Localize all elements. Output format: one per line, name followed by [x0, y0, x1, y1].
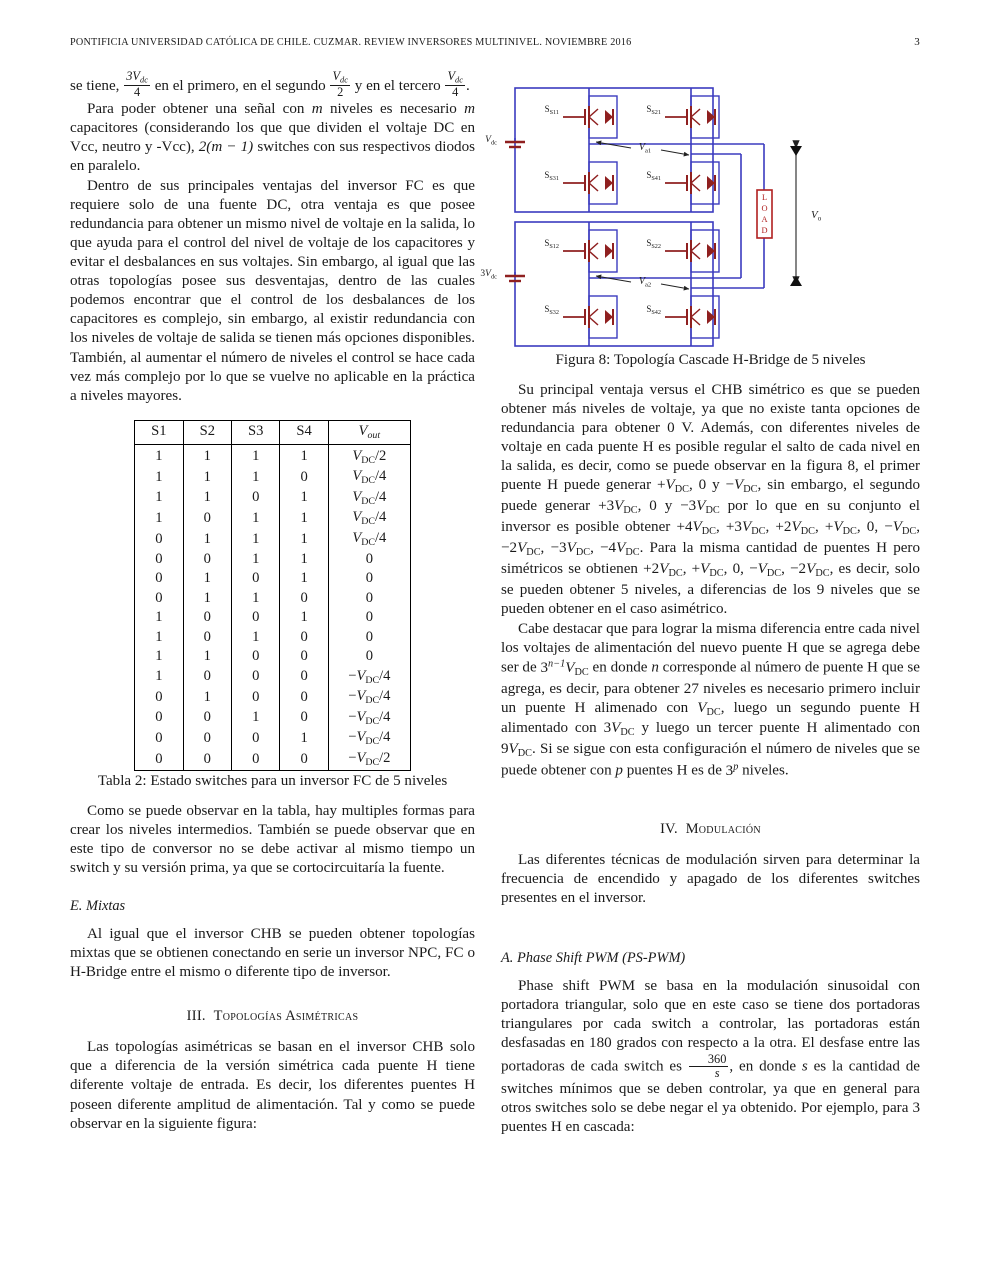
- igbt-s42: [646, 296, 719, 338]
- column-header-s1: S1: [135, 420, 183, 444]
- table-body: [135, 444, 411, 770]
- switch-label-text: S42: [651, 309, 661, 317]
- vout-base: V: [358, 422, 368, 439]
- cell-vout: −VDC/2: [328, 749, 410, 770]
- vo-base: V: [811, 209, 818, 221]
- cell-vout: 0: [328, 569, 410, 589]
- text-run: Cabe destacar que para lograr la misma diferencia entre cada nivel los voltajes de alimentación del nuevo puente H que se agrega debe ser de: [501, 620, 920, 676]
- va2-arrow-right: [661, 284, 689, 289]
- igbt-s22: [646, 230, 719, 272]
- cell-s3: 0: [232, 667, 280, 688]
- fraction-num-subscript: dc: [139, 75, 148, 85]
- cell-s4: 1: [280, 509, 328, 530]
- section-number: IV.: [660, 820, 678, 837]
- va1-base: V: [638, 142, 645, 153]
- cell-s4: 0: [280, 708, 328, 729]
- column-header-s3: S3: [232, 420, 280, 444]
- switch-label-s31: $S_{S31}$: [544, 170, 559, 183]
- cell-s2: 0: [183, 749, 231, 770]
- cell-vout: −VDC/4: [328, 729, 410, 750]
- cell-s3: 1: [232, 468, 280, 489]
- switch-label-text: S41: [651, 175, 661, 183]
- va1-subscript: a1: [644, 147, 652, 155]
- fraction-numerator: 3V: [126, 69, 140, 83]
- text-run: , 0 y: [688, 477, 726, 494]
- output-voltage-indicator: [790, 146, 822, 286]
- switch-state-table: [134, 420, 411, 771]
- cell-vout: VDC/4: [328, 509, 410, 530]
- text-run: , luego un segundo puente H alimentado con: [501, 699, 920, 737]
- cell-s1: 0: [155, 530, 163, 547]
- cell-s1: 0: [155, 550, 163, 567]
- text-run: , sin embargo, el segundo puede generar: [501, 477, 920, 515]
- subsection-heading-ps-pwm: A. Phase Shift PWM (PS-PWM): [501, 950, 686, 967]
- paragraph-chb-advantage: [501, 381, 920, 619]
- table-row: [135, 589, 411, 609]
- cell-s3: 0: [232, 608, 280, 628]
- cell-vout: −VDC/4: [328, 667, 410, 688]
- math-3-pow-p: 3$^p$: [725, 761, 739, 779]
- table-row: [135, 444, 411, 467]
- cell-s1: 0: [155, 570, 163, 587]
- cell-s2: 1: [183, 688, 231, 709]
- table-row: [135, 569, 411, 589]
- math-m: m: [311, 100, 323, 117]
- math-3-pow-n-minus-1-vdc: $3^{n-1}VDC$: [540, 658, 589, 678]
- cell-s3: 0: [232, 749, 280, 770]
- section-number: III.: [186, 1008, 206, 1025]
- cell-s4: 1: [280, 444, 328, 467]
- switch-label-text: S21: [651, 109, 661, 117]
- cell-s2: 1: [183, 589, 231, 609]
- table-row: [135, 647, 411, 667]
- cell-s1: 1: [155, 448, 163, 465]
- cell-vout: 0: [328, 608, 410, 628]
- cell-s1: 0: [155, 589, 163, 606]
- switch-label-s11: $S_{S11}$: [544, 104, 559, 117]
- cell-s2: 0: [183, 608, 231, 628]
- va2-arrow-left: [596, 276, 631, 282]
- vout-subscript: out: [367, 429, 381, 441]
- cell-s3: 0: [232, 729, 280, 750]
- cell-s2: 1: [183, 468, 231, 489]
- cell-vout: VDC/2: [328, 444, 410, 467]
- right-column: [480, 70, 921, 1137]
- figure-caption: Figura 8: Topología Cascade H-Bridge de 5 niveles: [555, 352, 866, 368]
- fraction-denominator: 2: [330, 85, 350, 99]
- cell-s3: 1: [232, 509, 280, 530]
- fraction-360-s: [689, 1053, 729, 1079]
- paragraph-capacitors: [70, 100, 475, 176]
- figure-8: [480, 76, 920, 369]
- text-run: en el primero, en el segundo: [150, 77, 330, 94]
- table-caption: Tabla 2: Estado switches para un inversor FC de 5 niveles: [97, 772, 448, 789]
- cell-s4: 0: [280, 589, 328, 609]
- table-row: [135, 688, 411, 709]
- vo-arrow-bottom: [790, 276, 802, 286]
- bridge-1-group: [485, 88, 764, 212]
- cell-vout: −VDC/4: [328, 708, 410, 729]
- section-heading-modulacion: [501, 821, 920, 838]
- load-element: [757, 190, 772, 238]
- text-run: por lo que en su conjunto el inversor es posible obtener: [501, 498, 920, 536]
- table-row: [135, 667, 411, 688]
- text-run: y luego un tercer puente H alimentado con: [634, 720, 920, 737]
- table-row: [135, 550, 411, 570]
- running-head: [70, 36, 920, 54]
- math-n: n: [651, 659, 659, 676]
- cell-s1: 0: [155, 709, 163, 726]
- cell-s3: 1: [232, 589, 280, 609]
- cell-s2: 1: [183, 529, 231, 550]
- text-run: niveles es necesario: [322, 100, 465, 117]
- paragraph-modulacion-intro: Las diferentes técnicas de modulación sirven para determinar la frecuencia de encendido y apagado de los diferentes switches presentes en el inversor.: [501, 851, 920, 907]
- paragraph-fc-levels: [70, 70, 475, 99]
- math-plus-vdc: +VDC: [656, 477, 689, 496]
- source-label-3vdc: $3V_{dc}$: [480, 269, 497, 281]
- cell-s1: 1: [155, 509, 163, 526]
- cell-s2: 1: [183, 647, 231, 667]
- switch-label-s42: $S_{S42}$: [646, 304, 661, 317]
- cell-s1: 0: [155, 729, 163, 746]
- text-run: niveles.: [738, 762, 789, 779]
- cell-vout: 0: [328, 628, 410, 648]
- cell-s3: 1: [232, 708, 280, 729]
- cell-s1: 0: [155, 688, 163, 705]
- cell-s2: 1: [183, 569, 231, 589]
- cell-s3: 1: [232, 550, 280, 570]
- cell-s2: 1: [183, 488, 231, 509]
- switch-label-s21: $S_{S21}$: [646, 104, 661, 117]
- cell-s1: 0: [155, 750, 163, 767]
- cell-vout: 0: [328, 550, 410, 570]
- cell-s1: 1: [155, 489, 163, 506]
- math-3vdc: 3VDC: [603, 720, 635, 739]
- cell-s1: 1: [155, 648, 163, 665]
- math-expression: 2(m − 1): [198, 138, 254, 155]
- text-run: , 0 y: [637, 498, 681, 515]
- load-letter-o: O: [761, 204, 768, 213]
- running-head-title: PONTIFICIA UNIVERSIDAD CATÓLICA DE CHILE. CUZMAR. REVIEW INVERSORES MULTINIVEL. NOVIEMBRE 2016: [70, 37, 632, 48]
- table-row: [135, 488, 411, 509]
- table-row: [135, 509, 411, 530]
- paragraph-table-observation: Como se puede observar en la tabla, hay multiples formas para crear los niveles intermedios. También se puede observar que en este tipo de conversor no se debe activar al mismo tiempo un switch y su versión prima, ya que se cortocircuitaría la fuente.: [70, 802, 475, 876]
- text-run: , es decir, solo se pueden obtener 5 niveles, a diferencias de los 9 niveles que se pueden obtener en el caso asimétrico.: [501, 560, 920, 617]
- load-letter-a: A: [761, 215, 768, 224]
- switch-table-wrapper: [70, 420, 475, 771]
- paragraph-asimetricas-intro: Las topologías asimétricas se basan en el inversor CHB solo que a diferencia de la versión simétrica cada puente H tiene diferente voltaje de entrada. Es decir, los diferentes puentes H poseen diferente amplitud de alimentación. Tal y como se puede observar en la siguiente figura:: [70, 1039, 475, 1132]
- text-run: Phase shift PWM se basa en la modulación sinusoidal con portadora triangular, solo que en este caso se tiene dos portadoras triangulares por cada switch a controlar, las portadoras están desfasadas en 180 grados con respecto a la otra. El desfase entre las portadoras de cada switch es: [501, 978, 920, 1076]
- section-heading-topologias-asimetricas: [70, 1008, 475, 1025]
- cascade-h-bridge-circuit-diagram: [480, 76, 920, 346]
- load-letter-d: D: [761, 226, 768, 235]
- cell-s1: 1: [155, 668, 163, 685]
- section-title: Modulación: [685, 820, 761, 837]
- table-row: [135, 729, 411, 750]
- fraction-num-subscript: dc: [340, 75, 348, 85]
- table-row: [135, 529, 411, 550]
- cell-s3: 0: [232, 647, 280, 667]
- math-vdc: VDC: [697, 699, 721, 718]
- math-level-list-asym: +4VDC, +3VDC, +2VDC, +VDC, 0, −VDC, −2VDC, −3VDC, −4VDC: [501, 519, 921, 558]
- fraction-vdc-4: [445, 70, 465, 99]
- left-column: [70, 70, 475, 1137]
- cell-vout: −VDC/4: [328, 688, 410, 709]
- cell-s3: 0: [232, 688, 280, 709]
- cell-s4: 0: [280, 667, 328, 688]
- column-header-s2: S2: [183, 420, 231, 444]
- cell-s2: 0: [183, 509, 231, 530]
- math-plus-3vdc: +3VDC: [598, 498, 638, 517]
- cell-vout: VDC/4: [328, 468, 410, 489]
- table-row: [135, 708, 411, 729]
- switch-label-s32: $S_{S32}$: [544, 304, 559, 317]
- paragraph-fc-advantages: Dentro de sus principales ventajas del inversor FC es que requiere solo de una fuente DC, otra ventaja es que posee redundancia para obtener un mismo nivel de voltaje en la salida, lo que ayuda para el control del nivel de voltaje de los capacitores y evitar el desbalances en sus voltajes. Sin embargo, al igual que las otras topologías posee sus desventajas, dentro de las cuales podemos encontrar que el control de los desbalances de los capacitores es complejo, sin embargo, al existir redundancia con los niveles de voltaje de salida se tienen más opciones disponibles. También, al aumentar el número de niveles el control se hace cada vez más complejo por lo que se vuelve no aplicable en la práctica a niveles mayores.: [70, 177, 475, 404]
- math-s: s: [801, 1059, 808, 1076]
- load-letter-l: L: [761, 193, 768, 202]
- cell-s1: 1: [155, 468, 163, 485]
- label-vo: [811, 209, 822, 223]
- cell-s4: 1: [280, 608, 328, 628]
- text-run: Para poder obtener una señal con: [87, 100, 312, 117]
- fraction-3vdc-4: [124, 70, 150, 99]
- text-run: capacitores (considerando los que que dividen el voltaje DC en Vcc, neutro y -Vcc),: [70, 119, 475, 155]
- paragraph-mixtas: Al igual que el inversor CHB se pueden obtener topologías mixtas que se obtienen conectando en serie un inversor NPC, FC o H-Bridge entre el mismo o diferente tipo de inversor.: [70, 926, 475, 981]
- cell-s1: 1: [155, 628, 163, 645]
- cell-s2: 0: [183, 667, 231, 688]
- table-header-row: [135, 420, 411, 444]
- cell-s3: 1: [232, 628, 280, 648]
- cell-s4: 0: [280, 688, 328, 709]
- switch-label-s22: $S_{S22}$: [646, 238, 661, 251]
- cell-s1: 1: [155, 609, 163, 626]
- switch-label-text: S22: [651, 243, 661, 251]
- cell-s3: 1: [232, 529, 280, 550]
- cell-s4: 0: [280, 749, 328, 770]
- cell-vout: VDC/4: [328, 529, 410, 550]
- text-run: switches con sus respectivos diodos en paralelo.: [70, 138, 475, 174]
- table-row: [135, 608, 411, 628]
- text-run: . Para la misma cantidad de puentes H pero simétricos se obtienen: [501, 539, 921, 577]
- fraction-num-subscript: dc: [455, 75, 463, 85]
- fraction-denominator: s: [689, 1066, 729, 1080]
- fraction-denominator: 4: [124, 85, 150, 99]
- cell-s3: 0: [232, 569, 280, 589]
- fraction-numerator: 360: [707, 1052, 727, 1067]
- va1-arrow-right: [661, 150, 689, 155]
- math-9vdc: 9VDC: [501, 741, 533, 760]
- fraction-numerator: V: [332, 69, 341, 83]
- igbt-s12: [544, 230, 617, 272]
- switch-label-text: S12: [549, 243, 559, 251]
- math-minus-3vdc: −3VDC: [680, 498, 720, 517]
- igbt-s32: [544, 296, 617, 338]
- igbt-s31: [544, 162, 617, 204]
- cell-s4: 0: [280, 647, 328, 667]
- cell-s2: 0: [183, 628, 231, 648]
- text-run: Su principal ventaja versus el CHB simétrico es que se pueden obtener más niveles de voltaje, ya que no existe tanta opciones de redundancia para obtener 0 V. Además, con diferentes niveles de voltaje en cada puente H es posible regular el salto de cada nivel en la salida, es decir, como se puede observar en la figura 8, el primer puente H puede generar: [501, 382, 920, 494]
- text-run: .: [465, 77, 470, 94]
- switch-label-s12: $S_{S12}$: [544, 238, 559, 251]
- text-run: es la cantidad de switches mínimos que se deben controlar, ya que en general para otros switches solo se debe negar el ya obtenido. Por ejemplo, para 3 puentes H en cascada:: [501, 1059, 920, 1135]
- cell-s2: 1: [183, 444, 231, 467]
- switch-label-text: S32: [549, 309, 559, 317]
- math-p: p: [615, 762, 623, 779]
- text-run: puentes H es de: [622, 762, 726, 779]
- cell-s4: 1: [280, 488, 328, 509]
- bridge-2-group: [480, 144, 764, 346]
- cell-s4: 0: [280, 468, 328, 489]
- paragraph-ps-pwm: [501, 977, 920, 1137]
- table-row: [135, 749, 411, 770]
- igbt-s11: [545, 96, 617, 138]
- page-number: 3: [914, 36, 920, 48]
- subsection-heading-mixtas: E. Mixtas: [70, 898, 126, 915]
- table-head: [135, 420, 411, 444]
- igbt-s41: [646, 162, 719, 204]
- fraction-vdc-2: [330, 70, 350, 99]
- two-column-body: [70, 70, 920, 1137]
- cell-s2: 0: [183, 550, 231, 570]
- text-run: y en el tercero: [350, 77, 445, 94]
- va2-base: V: [638, 276, 645, 287]
- fraction-denominator: 4: [445, 85, 465, 99]
- switch-label-text: S11: [549, 109, 559, 117]
- math-m: m: [464, 100, 476, 117]
- paragraph-level-scaling: [501, 620, 920, 781]
- cell-s2: 0: [183, 708, 231, 729]
- cell-vout: 0: [328, 589, 410, 609]
- va1-arrow-left: [596, 142, 631, 148]
- switch-label-s41: $S_{S41}$: [646, 170, 661, 183]
- igbt-s21: [646, 96, 719, 138]
- cell-vout: VDC/4: [328, 488, 410, 509]
- cell-s3: 0: [232, 488, 280, 509]
- fraction-numerator: V: [447, 69, 455, 83]
- text-run: corresponde al número de puente H que se agrega, es decir, para obtener 27 niveles es necesario primero incluir un puente H alimenado con: [501, 659, 920, 716]
- math-minus-vdc: −VDC: [725, 477, 758, 496]
- math-level-list-sym: +2VDC, +VDC, 0, −VDC, −2VDC: [643, 560, 830, 579]
- section-title: Topologías Asimétricas: [213, 1008, 359, 1025]
- text-run: se tiene,: [70, 77, 124, 94]
- va2-subscript: a2: [644, 281, 652, 289]
- switch-label-text: S31: [549, 175, 559, 183]
- text-run: . Si se sigue con esta configuración el número de niveles que se puede obtener con: [501, 741, 920, 779]
- cell-s4: 1: [280, 569, 328, 589]
- column-header-s4: S4: [280, 420, 328, 444]
- cell-s3: 1: [232, 444, 280, 467]
- source-label-vdc: $V_{dc}$: [485, 135, 497, 147]
- cell-vout: 0: [328, 647, 410, 667]
- vo-arrow-top: [790, 146, 802, 156]
- cell-s4: 0: [280, 628, 328, 648]
- cell-s4: 1: [280, 529, 328, 550]
- text-run: en donde: [588, 659, 652, 676]
- table-row: [135, 628, 411, 648]
- vo-subscript: o: [817, 214, 822, 223]
- cell-s4: 1: [280, 550, 328, 570]
- table-row: [135, 468, 411, 489]
- column-header-vout: [328, 420, 410, 444]
- text-run: , en donde: [729, 1059, 802, 1076]
- cell-s2: 0: [183, 729, 231, 750]
- cell-s4: 1: [280, 729, 328, 750]
